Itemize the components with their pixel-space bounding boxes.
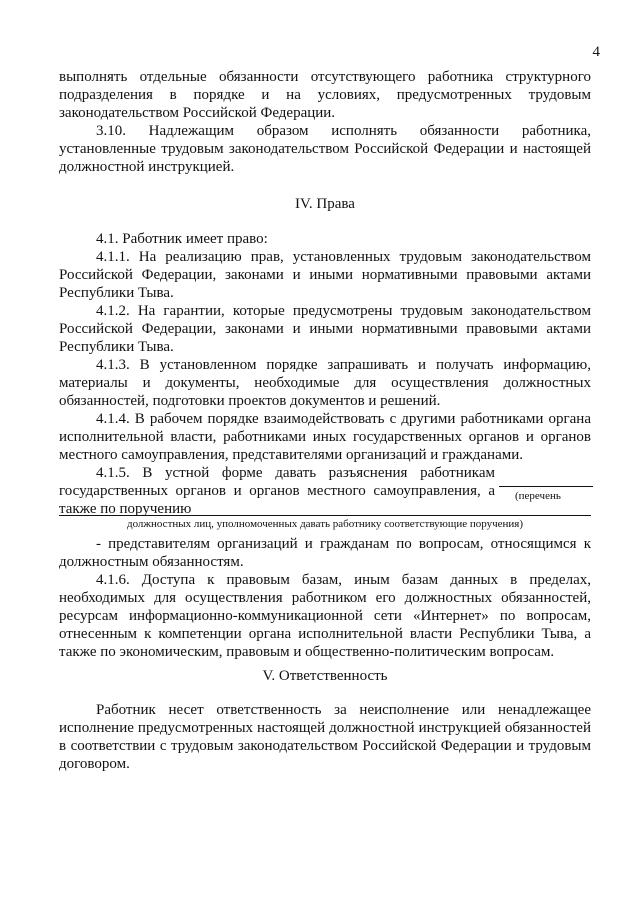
paragraph-4-1-6: 4.1.6. Доступа к правовым базам, иным базам данных в пределах, необходимых для осуществления работником его должностных обязанностей, ресурсам информационно-коммуникационной сети «Интернет» по вопросам, отнесенным к компетенции органа исполнительной власти Республики Тыва, а также по экономическим, правовым и общественно-политическим вопросам. — [59, 572, 591, 660]
paragraph-continuation: выполнять отдельные обязанности отсутствующего работника структурного подразделения в порядке и на условиях, предусмотренных трудовым законодательством Российской Федерации. — [59, 69, 591, 121]
section-heading-responsibility: V. Ответственность — [262, 668, 388, 684]
intro-block — [59, 68, 591, 176]
fill-in-blank-line — [499, 486, 593, 487]
rights-block-continued — [59, 535, 591, 661]
responsibility-block — [59, 701, 591, 773]
footnote-label-officials: должностных лиц, уполномоченных давать работнику соответствующие поручения) — [126, 518, 523, 530]
paragraph-4-1-5: 4.1.5. В устной форме давать разъяснения работникам государственных органов и органов местного самоуправления, а также по поручению — [59, 465, 495, 517]
rights-block — [59, 230, 591, 518]
paragraph-4-1-2: 4.1.2. На гарантии, которые предусмотрены трудовым законодательством Российской Федерации, законами и иными нормативными правовыми актами Республики Тыва. — [59, 303, 591, 355]
footnote-label-list: (перечень — [515, 490, 561, 502]
paragraph-5: Работник несет ответственность за неисполнение или ненадлежащее исполнение предусмотренных настоящей должностной инструкцией обязанностей в соответствии с трудовым законодательством Российской Федерации и трудовым договором. — [59, 702, 591, 772]
paragraph-4-1-1: 4.1.1. На реализацию прав, установленных трудовым законодательством Российской Федерации, законами и иными нормативными правовыми актами Республики Тыва. — [59, 249, 591, 301]
paragraph-4-1-3: 4.1.3. В установленном порядке запрашивать и получать информацию, материалы и документы, необходимые для осуществления должностных обязанностей, подготовки проектов документов и решений. — [59, 357, 591, 409]
paragraph-4-1: 4.1. Работник имеет право: — [96, 231, 268, 247]
paragraph-representatives: - представителям организаций и гражданам по вопросам, относящимся к должностным обязанностям. — [59, 536, 591, 570]
section-heading-rights: IV. Права — [295, 196, 355, 212]
paragraph-4-1-4: 4.1.4. В рабочем порядке взаимодействовать с другими работниками органа исполнительной власти, работниками иных государственных органов и органов местного самоуправления, представителями организаций и гражданами. — [59, 411, 591, 463]
fill-in-full-line — [59, 515, 591, 516]
page-number: 4 — [592, 44, 600, 60]
paragraph-3-10: 3.10. Надлежащим образом исполнять обязанности работника, установленные трудовым законодательством Российской Федерации и настоящей должностной инструкцией. — [59, 123, 591, 175]
